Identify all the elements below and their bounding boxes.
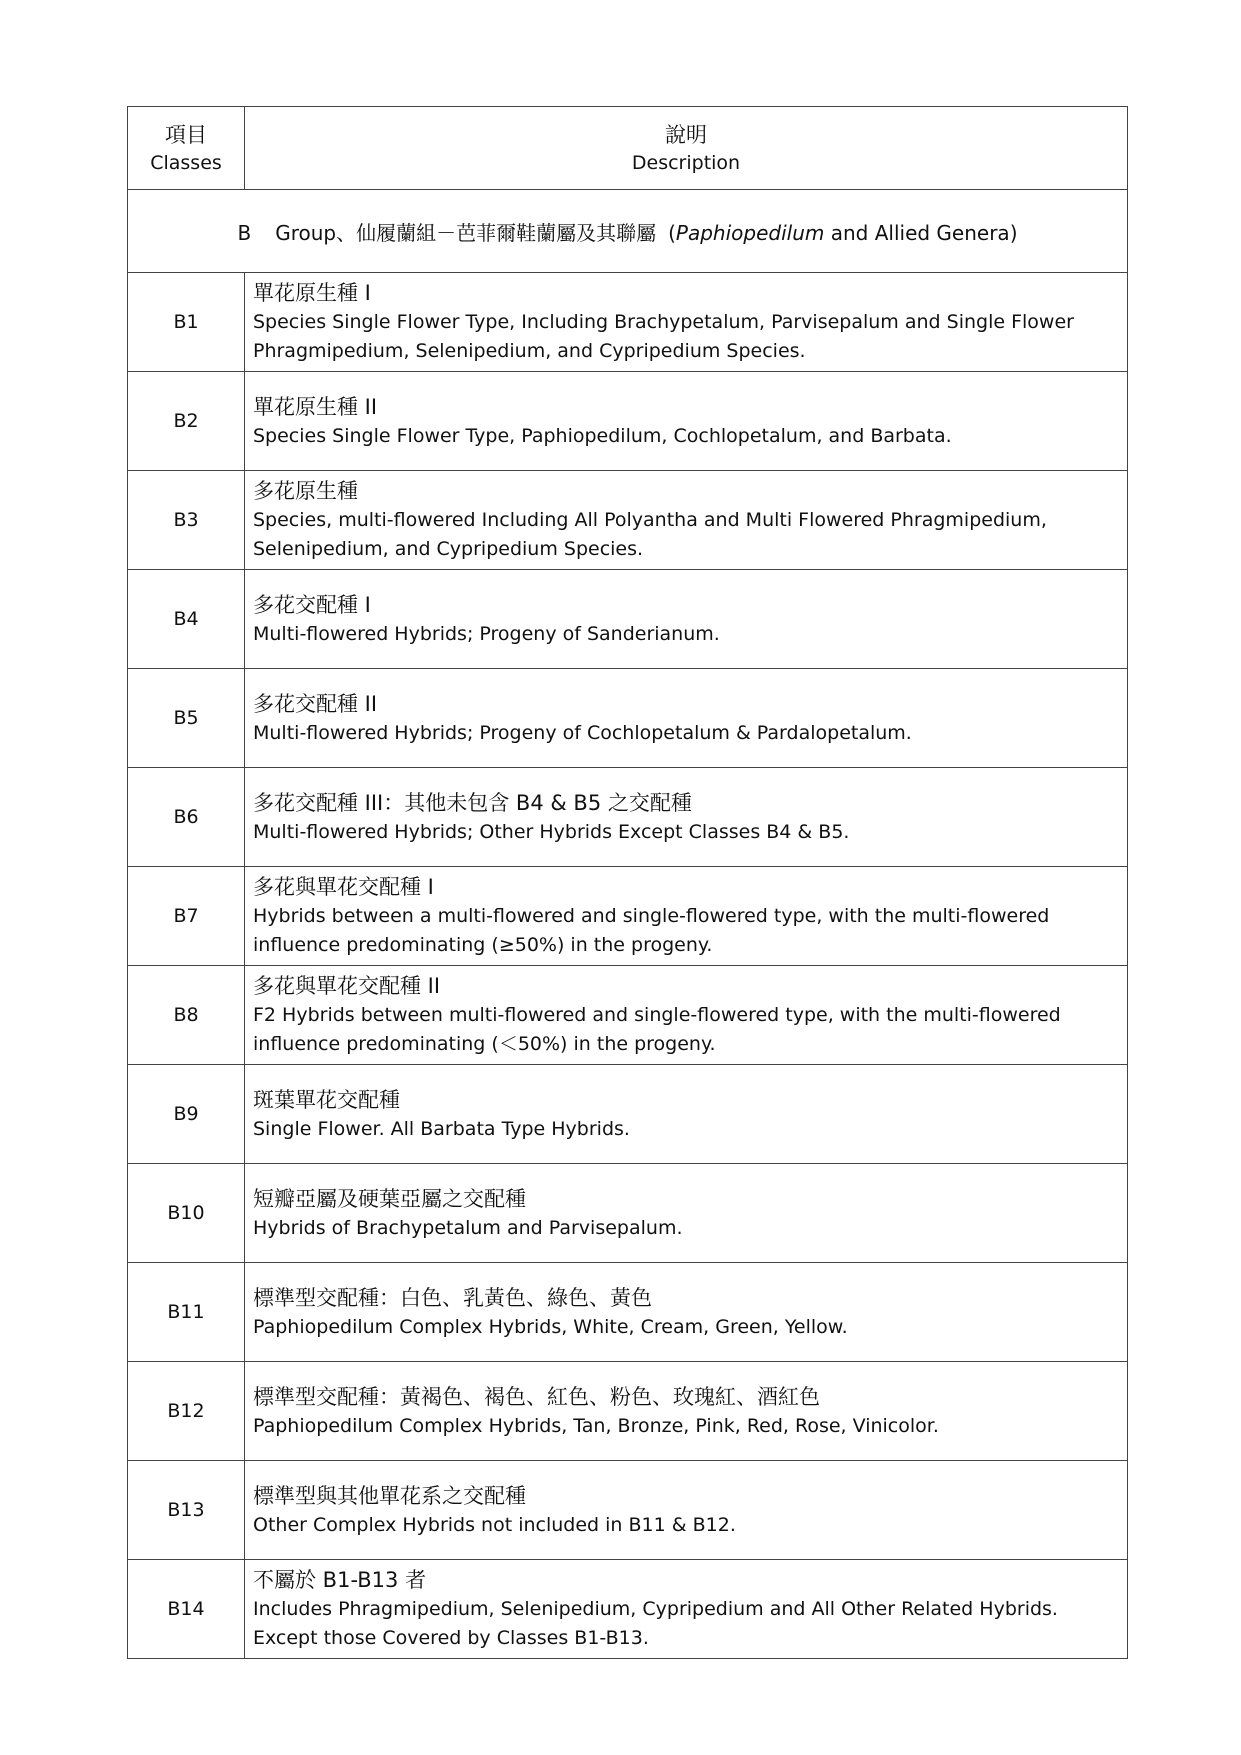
description-zh: 多花交配種 I	[253, 592, 371, 617]
table-row	[128, 867, 1128, 966]
description-en: Single Flower. All Barbata Type Hybrids.	[253, 1117, 630, 1140]
class-code: B14	[128, 1560, 245, 1659]
description-zh: 多花與單花交配種 II	[253, 974, 441, 998]
class-code: B9	[128, 1065, 245, 1164]
description-header-cell	[245, 107, 1128, 190]
class-code: B4	[128, 570, 245, 669]
description-header-en: Description	[631, 152, 741, 174]
table-row	[128, 966, 1128, 1065]
table-row	[128, 768, 1128, 867]
description-cell	[245, 1164, 1128, 1263]
class-code: B1	[128, 273, 245, 372]
description-en: Species Single Flower Type, Including Brachypetalum, Parvisepalum and Single Flower Phragmipedium, Selenipedium, and Cypripedium Species.	[253, 311, 1074, 362]
class-code: B2	[128, 372, 245, 471]
table-row	[128, 1461, 1128, 1560]
description-header-zh: 說明	[665, 123, 707, 147]
description-en: Hybrids between a multi-flowered and single-flowered type, with the multi-flowered influence predominating (≥50%) in the progeny.	[253, 905, 1050, 956]
description-en: Multi-flowered Hybrids; Other Hybrids Except Classes B4 & B5.	[253, 820, 850, 843]
table-row	[128, 570, 1128, 669]
classes-header-en: Classes	[150, 152, 222, 174]
description-cell	[245, 1065, 1128, 1164]
description-zh: 不屬於 B1-B13 者	[253, 1568, 427, 1592]
table-row	[128, 273, 1128, 372]
description-cell	[245, 1461, 1128, 1560]
description-zh: 斑葉單花交配種	[253, 1087, 400, 1112]
class-code: B10	[128, 1164, 245, 1263]
table-row	[128, 1263, 1128, 1362]
description-zh: 單花原生種 I	[253, 281, 371, 305]
description-cell	[245, 669, 1128, 768]
description-cell	[245, 471, 1128, 570]
table-row	[128, 1362, 1128, 1461]
table-row	[128, 471, 1128, 570]
description-en: Includes Phragmipedium, Selenipedium, Cypripedium and All Other Related Hybrids. Except those Covered by Classes B1-B13.	[253, 1598, 1058, 1649]
classes-table	[127, 106, 1128, 1659]
class-code: B5	[128, 669, 245, 768]
class-code: B13	[128, 1461, 245, 1560]
header-row	[128, 107, 1128, 190]
table-row	[128, 372, 1128, 471]
group-title-text: Group、仙履蘭組－芭菲爾鞋蘭屬及其聯屬	[275, 220, 657, 245]
class-code: B3	[128, 471, 245, 570]
description-cell	[245, 273, 1128, 372]
classes-header-cell	[128, 107, 245, 190]
table-row	[128, 669, 1128, 768]
description-en: Hybrids of Brachypetalum and Parvisepalum.	[253, 1216, 683, 1239]
description-cell	[245, 1263, 1128, 1362]
class-code: B6	[128, 768, 245, 867]
description-cell	[245, 372, 1128, 471]
group-title-suffix: and Allied Genera)	[824, 220, 1018, 245]
table-row	[128, 1560, 1128, 1659]
table-row	[128, 1065, 1128, 1164]
description-cell	[245, 570, 1128, 669]
classes-header-zh: 項目	[165, 123, 207, 147]
description-zh: 標準型交配種：白色、乳黃色、綠色、黃色	[253, 1285, 652, 1310]
class-code: B7	[128, 867, 245, 966]
group-title-cell	[128, 190, 1128, 273]
description-en: Multi-flowered Hybrids; Progeny of Sanderianum.	[253, 622, 720, 645]
description-zh: 短瓣亞屬及硬葉亞屬之交配種	[253, 1186, 526, 1211]
class-code: B11	[128, 1263, 245, 1362]
group-italic-term: Paphiopedilum	[675, 220, 825, 245]
description-zh: 多花與單花交配種 I	[253, 875, 434, 899]
description-zh: 標準型與其他單花系之交配種	[253, 1483, 526, 1508]
description-cell	[245, 1362, 1128, 1461]
description-zh: 多花交配種 II	[253, 691, 378, 716]
description-en: Paphiopedilum Complex Hybrids, White, Cream, Green, Yellow.	[253, 1315, 848, 1338]
group-letter: B	[237, 220, 252, 245]
description-en: Other Complex Hybrids not included in B11 & B12.	[253, 1513, 736, 1536]
description-cell	[245, 966, 1128, 1065]
table-body	[128, 107, 1128, 1659]
group-paren-open: (	[668, 220, 676, 245]
description-cell	[245, 867, 1128, 966]
description-en: Species, multi-flowered Including All Polyantha and Multi Flowered Phragmipedium, Selenipedium, and Cypripedium Species.	[253, 509, 1047, 560]
group-row	[128, 190, 1128, 273]
description-en: Paphiopedilum Complex Hybrids, Tan, Bronze, Pink, Red, Rose, Vinicolor.	[253, 1414, 939, 1437]
description-zh: 多花交配種 III：其他未包含 B4 & B5 之交配種	[253, 790, 692, 815]
description-en: Species Single Flower Type, Paphiopedilum, Cochlopetalum, and Barbata.	[253, 424, 952, 447]
description-cell	[245, 768, 1128, 867]
description-en: Multi-flowered Hybrids; Progeny of Cochlopetalum & Pardalopetalum.	[253, 721, 912, 744]
table-row	[128, 1164, 1128, 1263]
class-code: B8	[128, 966, 245, 1065]
description-cell	[245, 1560, 1128, 1659]
class-code: B12	[128, 1362, 245, 1461]
description-zh: 單花原生種 II	[253, 394, 378, 419]
description-en: F2 Hybrids between multi-flowered and single-flowered type, with the multi-flowered influence predominating (＜50%) in the progeny.	[253, 1004, 1061, 1055]
description-zh: 多花原生種	[253, 479, 358, 503]
description-zh: 標準型交配種：黃褐色、褐色、紅色、粉色、玫瑰紅、酒紅色	[253, 1384, 820, 1409]
